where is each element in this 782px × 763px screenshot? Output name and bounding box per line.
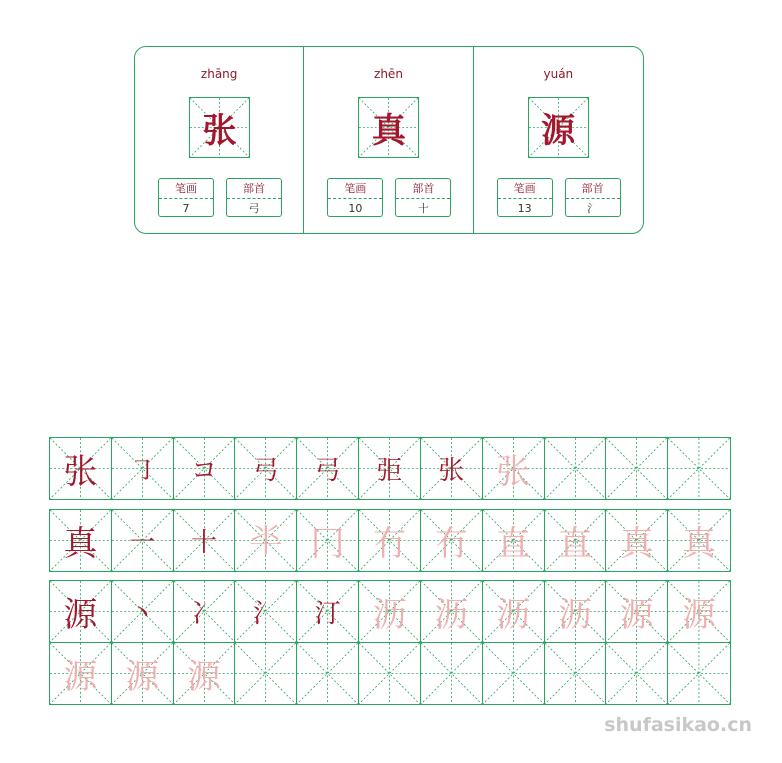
stroke-step (606, 438, 667, 499)
practice-cell (50, 581, 112, 642)
stroke-step (359, 643, 420, 704)
model-character: 源 (63, 595, 98, 635)
stroke-count-label: 笔画 (159, 179, 213, 199)
trace-character: 沥 (372, 595, 407, 635)
practice-block-zhang (49, 437, 731, 500)
practice-row (49, 643, 731, 705)
stroke-step: 弓 (314, 456, 341, 486)
practice-cell (359, 438, 421, 499)
stroke-count-label: 笔画 (328, 179, 382, 199)
practice-cell (668, 510, 730, 571)
stroke-step: 十 (191, 528, 218, 558)
character-grid-cell (528, 97, 589, 158)
stroke-step: 汀 (314, 599, 341, 629)
character-grid-cell (358, 97, 419, 158)
stroke-step: 一 (129, 528, 156, 558)
stroke-step: 丶 (129, 599, 156, 629)
pinyin: yuán (543, 67, 574, 81)
practice-cell (483, 643, 545, 704)
stroke-step (235, 643, 296, 704)
stroke-step (483, 643, 544, 704)
model-character: 源 (541, 111, 576, 151)
character-summary-card (134, 46, 644, 234)
practice-row (49, 509, 731, 572)
stroke-step (421, 643, 482, 704)
practice-row (49, 437, 731, 500)
practice-cell (483, 581, 545, 642)
practice-cell (359, 581, 421, 642)
radical-box (395, 178, 451, 217)
trace-character: 冇 (434, 524, 469, 564)
practice-cell (174, 438, 236, 499)
radical-box (565, 178, 621, 217)
practice-cell (297, 643, 359, 704)
trace-character: 张 (496, 452, 531, 492)
summary-column-3 (474, 47, 643, 233)
practice-row (49, 580, 731, 643)
radical-value: 弓 (248, 202, 260, 215)
stroke-step: 弡 (376, 456, 403, 486)
practice-cell (235, 643, 297, 704)
character-grid-cell (189, 97, 250, 158)
stroke-count-value: 10 (348, 202, 363, 215)
stroke-step: コ (191, 456, 218, 486)
radical-label: 部首 (227, 179, 281, 199)
trace-character: 直 (557, 524, 592, 564)
model-character: 张 (202, 111, 237, 151)
practice-cell (606, 643, 668, 704)
radical-box (226, 178, 282, 217)
practice-cell (606, 510, 668, 571)
pinyin: zhēn (374, 67, 403, 81)
practice-cell (483, 510, 545, 571)
site-watermark: shufasikao.cn (604, 714, 752, 736)
stroke-step (668, 643, 730, 704)
practice-cell (50, 438, 112, 499)
trace-character: 𠦂 (248, 522, 283, 562)
trace-character: 源 (619, 595, 654, 635)
practice-cell (421, 643, 483, 704)
stroke-step: 张 (438, 456, 465, 486)
practice-cell (668, 438, 730, 499)
stroke-step (297, 643, 358, 704)
practice-cell (545, 438, 607, 499)
stroke-step (668, 438, 730, 499)
pinyin: zhāng (200, 67, 238, 81)
stroke-step: 弓 (252, 456, 279, 486)
trace-character: 源 (125, 657, 160, 697)
model-character: 真 (63, 524, 98, 564)
trace-character: 沥 (496, 595, 531, 635)
practice-cell (297, 438, 359, 499)
practice-cell (359, 510, 421, 571)
practice-cell (545, 581, 607, 642)
practice-cell (421, 438, 483, 499)
practice-cell (112, 438, 174, 499)
practice-cell (606, 581, 668, 642)
radical-value: 氵 (587, 202, 599, 215)
practice-cell (174, 510, 236, 571)
practice-cell (359, 643, 421, 704)
stroke-count-box (327, 178, 383, 217)
stroke-step: ㇆ (129, 456, 156, 486)
stroke-count-box (497, 178, 553, 217)
model-character: 真 (371, 111, 406, 151)
trace-character: 源 (187, 657, 222, 697)
model-character: 张 (63, 452, 98, 492)
practice-cell (668, 581, 730, 642)
practice-cell (483, 438, 545, 499)
practice-block-zhen (49, 509, 731, 572)
practice-cell (421, 510, 483, 571)
trace-character: 源 (682, 595, 717, 635)
practice-cell (50, 643, 112, 704)
radical-label: 部首 (396, 179, 450, 199)
practice-cell (174, 581, 236, 642)
practice-cell (112, 643, 174, 704)
trace-character: 真 (619, 524, 654, 564)
practice-cell (174, 643, 236, 704)
practice-cell (545, 643, 607, 704)
trace-character: 直 (496, 524, 531, 564)
stroke-step: 冫 (191, 599, 218, 629)
summary-column-2 (304, 47, 473, 233)
practice-cell (235, 581, 297, 642)
practice-cell (545, 510, 607, 571)
radical-label: 部首 (566, 179, 620, 199)
practice-cell (421, 581, 483, 642)
stroke-count-label: 笔画 (498, 179, 552, 199)
practice-cell (297, 510, 359, 571)
stroke-count-value: 13 (517, 202, 532, 215)
stroke-step (545, 438, 606, 499)
practice-cell (606, 438, 668, 499)
practice-cell (235, 510, 297, 571)
practice-cell (235, 438, 297, 499)
trace-character: 冂 (310, 524, 345, 564)
stroke-count-box (158, 178, 214, 217)
trace-character: 沥 (434, 595, 469, 635)
trace-character: 源 (63, 657, 98, 697)
practice-block-yuan (49, 580, 731, 705)
practice-cell (50, 510, 112, 571)
stroke-step: 氵 (252, 599, 279, 629)
trace-character: 真 (682, 524, 717, 564)
practice-cell (297, 581, 359, 642)
practice-cell (112, 510, 174, 571)
practice-cell (668, 643, 730, 704)
practice-cell (112, 581, 174, 642)
stroke-step (606, 643, 667, 704)
trace-character: 沥 (557, 595, 592, 635)
summary-column-1 (135, 47, 304, 233)
stroke-count-value: 7 (182, 202, 190, 215)
trace-character: 冇 (372, 524, 407, 564)
stroke-step (545, 643, 606, 704)
radical-value: 十 (417, 202, 429, 215)
